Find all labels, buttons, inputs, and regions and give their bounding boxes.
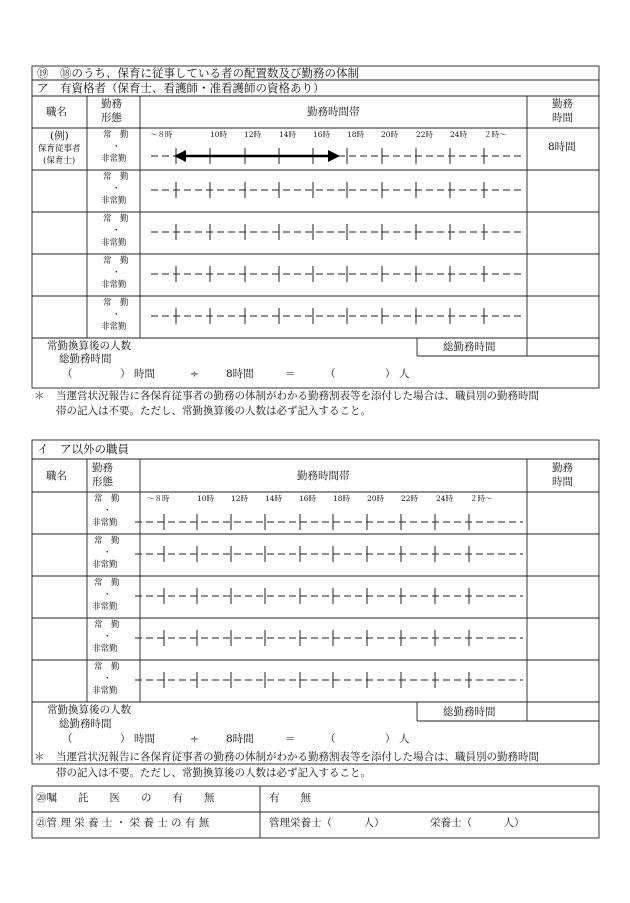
work-type-dot-a-4: ・ [112, 310, 121, 320]
time-label-a-9: ２時～ [484, 130, 507, 139]
time-label-i-4: 16時 [299, 494, 317, 503]
calc-equals-i: ＝ [285, 733, 296, 745]
total-hours-right-a: 総勤務時間 [443, 341, 496, 353]
work-type-full-i-0[interactable]: 常 勤 [94, 494, 120, 504]
work-type-part-a-0[interactable]: 非常勤 [101, 154, 127, 164]
total-hours-right-i: 総勤務時間 [443, 706, 496, 718]
nutrition-registered[interactable]: 栄養士（ 人） [430, 817, 525, 829]
example-job-1: 保育従事者 [38, 144, 81, 154]
example-arrow-right-head [328, 150, 340, 162]
calc-close2-a: ） [385, 368, 396, 380]
work-type-full-i-4[interactable]: 常 勤 [94, 662, 120, 672]
calc-close-i: ） [120, 733, 131, 745]
calc-divide-i: ÷ [190, 733, 199, 745]
work-type-part-a-1[interactable]: 非常勤 [101, 196, 127, 206]
calc-hours-i: 時間 [134, 733, 155, 745]
doctor-value[interactable]: 有 無 [269, 792, 311, 804]
work-type-dot-a-1: ・ [112, 184, 121, 194]
work-type-dot-a-2: ・ [112, 226, 121, 236]
calc-eight-a: 8時間 [226, 368, 254, 380]
work-type-full-a-2[interactable]: 常 勤 [103, 214, 129, 224]
time-label-a-3: 14時 [279, 130, 297, 139]
time-label-a-8: 24時 [450, 130, 468, 139]
example-hours: 8時間 [548, 141, 576, 153]
note-mark-i: ＊ [34, 751, 45, 763]
time-label-i-8: 24時 [436, 494, 454, 503]
header-time-band: 勤務時間帯 [307, 106, 360, 118]
note-line1-a: 当運営状況報告に各保育従事者の勤務の体制がわかる勤務割表等を添付した場合は、職員別の勤務時間 [56, 390, 539, 402]
note-line1-i: 当運営状況報告に各保育従事者の勤務の体制がわかる勤務割表等を添付した場合は、職員別の勤務時間 [56, 751, 539, 763]
work-type-part-a-4[interactable]: 非常勤 [101, 322, 127, 332]
calc-divide-a: ÷ [190, 368, 199, 380]
calc-open-i: （ [62, 733, 73, 745]
calc-open2-a: （ [325, 368, 336, 380]
time-label-i-3: 14時 [265, 494, 283, 503]
fte-label-a: 常勤換算後の人数 [47, 340, 131, 352]
header-type-2: 形態 [101, 112, 122, 124]
calc-close-a: ） [120, 368, 131, 380]
calc-open2-i: （ [325, 733, 336, 745]
work-type-dot-i-2: ・ [103, 590, 112, 600]
time-label-i-9: ２時～ [470, 494, 493, 503]
section-a-title: ⑲ ⑱のうち、保育に従事している者の配置数及び勤務の体制 [37, 66, 359, 80]
time-label-a-0: ～８時 [150, 130, 173, 139]
section-a-subtitle: ア 有資格者（保育士、看護師・准看護師の資格あり） [37, 81, 325, 95]
header-time-band-i: 勤務時間帯 [297, 470, 350, 482]
example-job-2: (保育士) [43, 156, 76, 166]
work-type-part-i-3[interactable]: 非常勤 [92, 644, 118, 654]
work-type-dot-a-0: ・ [112, 142, 121, 152]
header-job: 職名 [46, 106, 67, 118]
doctor-label: ⑳嘱 託 医 の 有 無 [36, 792, 215, 804]
time-label-a-5: 18時 [347, 130, 365, 139]
header-type-1-i: 勤務 [92, 462, 113, 474]
work-type-full-i-3[interactable]: 常 勤 [94, 620, 120, 630]
work-type-dot-i-3: ・ [103, 632, 112, 642]
example-label: (例) [50, 130, 69, 142]
header-hours-1: 勤務 [552, 98, 573, 110]
time-label-i-5: 18時 [333, 494, 351, 503]
time-label-a-4: 16時 [313, 130, 331, 139]
work-type-dot-i-1: ・ [103, 548, 112, 558]
work-type-part-i-2[interactable]: 非常勤 [92, 602, 118, 612]
work-type-dot-i-0: ・ [103, 506, 112, 516]
work-type-full-a-0[interactable]: 常 勤 [103, 130, 129, 140]
calc-persons-a: 人 [399, 368, 410, 380]
calc-equals-a: ＝ [285, 368, 296, 380]
header-type-1: 勤務 [101, 98, 122, 110]
nutrition-manager[interactable]: 管理栄養士（ 人） [269, 817, 385, 829]
note-line2-i: 帯の記入は不要。ただし、常勤換算後の人数は必ず記入すること。 [56, 767, 371, 779]
work-type-part-i-4[interactable]: 非常勤 [92, 686, 118, 696]
work-type-part-i-1[interactable]: 非常勤 [92, 560, 118, 570]
work-type-dot-i-4: ・ [103, 674, 112, 684]
note-mark-a: ＊ [34, 390, 45, 402]
calc-eight-i: 8時間 [226, 733, 254, 745]
header-hours-2-i: 時間 [552, 476, 573, 488]
fte-label-i: 常勤換算後の人数 [47, 704, 131, 716]
time-label-i-7: 22時 [401, 494, 419, 503]
work-type-full-i-2[interactable]: 常 勤 [94, 578, 120, 588]
calc-close2-i: ） [385, 733, 396, 745]
time-label-i-2: 12時 [231, 494, 249, 503]
header-hours-2: 時間 [552, 112, 573, 124]
nutrition-label: ㉑管 理 栄 養 士 ・ 栄 養 士 の 有 無 [36, 817, 210, 829]
total-hours-label-a: 総勤務時間 [59, 353, 112, 365]
header-hours-1-i: 勤務 [552, 462, 573, 474]
time-label-a-2: 12時 [244, 130, 262, 139]
time-label-i-1: 10時 [197, 494, 215, 503]
total-hours-label-i: 総勤務時間 [59, 718, 112, 730]
work-type-full-a-4[interactable]: 常 勤 [103, 298, 129, 308]
calc-open-a: （ [62, 368, 73, 380]
work-type-part-a-2[interactable]: 非常勤 [101, 238, 127, 248]
time-label-a-7: 22時 [416, 130, 434, 139]
work-type-dot-a-3: ・ [112, 268, 121, 278]
header-job-i: 職名 [46, 470, 67, 482]
work-type-full-i-1[interactable]: 常 勤 [94, 536, 120, 546]
header-type-2-i: 形態 [92, 476, 113, 488]
time-label-i-0: ～８時 [147, 494, 170, 503]
note-line2-a: 帯の記入は不要。ただし、常勤換算後の人数は必ず記入すること。 [56, 405, 371, 417]
calc-persons-i: 人 [399, 733, 410, 745]
work-type-part-i-0[interactable]: 非常勤 [92, 518, 118, 528]
work-type-full-a-1[interactable]: 常 勤 [103, 172, 129, 182]
calc-hours-a: 時間 [134, 368, 155, 380]
work-type-part-a-3[interactable]: 非常勤 [101, 280, 127, 290]
time-label-a-1: 10時 [210, 130, 228, 139]
time-label-i-6: 20時 [367, 494, 385, 503]
section-i-subtitle: イ ア以外の職員 [37, 442, 129, 456]
work-type-full-a-3[interactable]: 常 勤 [103, 256, 129, 266]
time-label-a-6: 20時 [381, 130, 399, 139]
